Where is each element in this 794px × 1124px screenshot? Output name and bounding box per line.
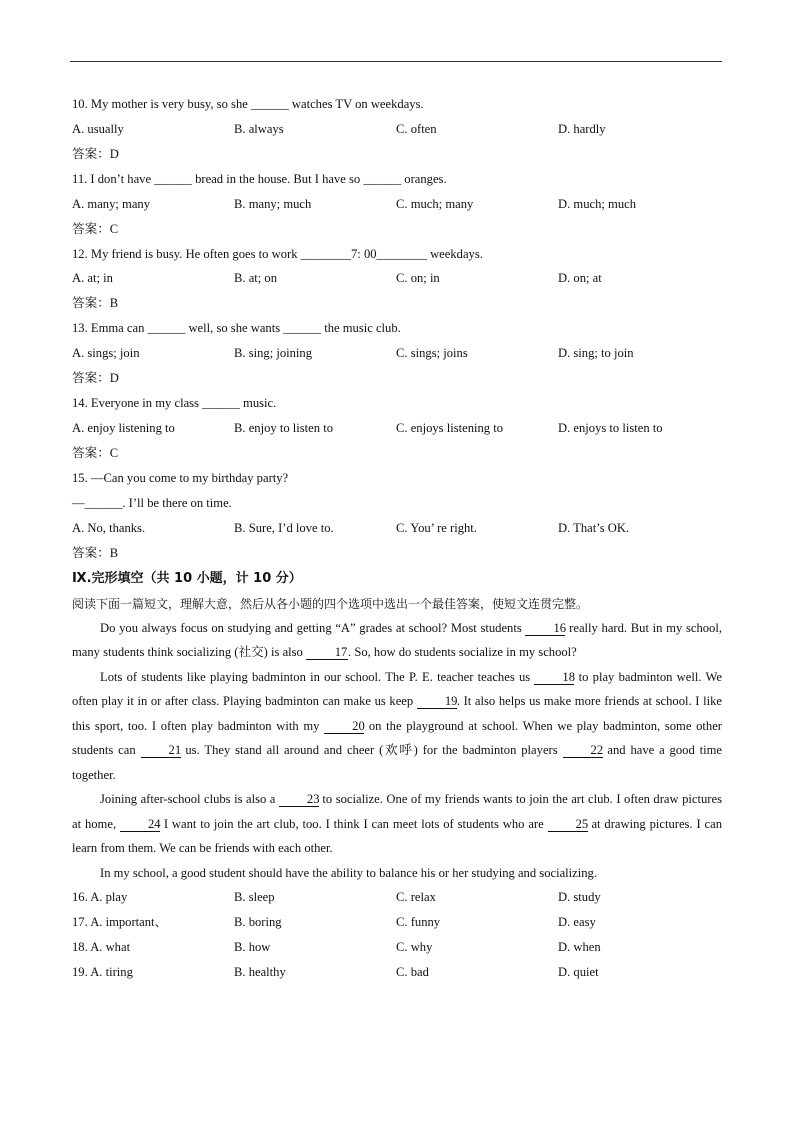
passage-paragraph-3 [72, 787, 722, 861]
passage-text: to socialize. One of my friends wants to join the art club. I often draw pictures at home, [72, 792, 722, 831]
option-b: B. sing; joining [234, 346, 313, 361]
passage-text: . So, how do students socialize in my school? [348, 645, 577, 660]
question-14-options [72, 416, 722, 441]
passage-text: to play badminton well. We often play it in or after class. Playing badminton can make us keep [72, 669, 722, 709]
blank-20: 20 [324, 719, 364, 734]
blank-23: 23 [279, 792, 319, 807]
question-15-stem-1: 15. —Can you come to my birthday party? [72, 470, 289, 485]
option-b: B. how [234, 939, 271, 954]
option-d: D. sing; to join [558, 346, 634, 361]
question-15-stem-2: —______. I’ll be there on time. [72, 495, 232, 510]
option-b: B. Sure, I’d love to. [234, 520, 334, 535]
option-c: C. bad [396, 964, 429, 979]
option-c: C. enjoys listening to [396, 421, 504, 436]
option-b: B. sleep [234, 890, 275, 905]
passage-text: Do you always focus on studying and getting “A” grades at school? Most students [100, 620, 526, 635]
option-c: C. on; in [396, 271, 440, 286]
question-15-answer: 答案：B [72, 545, 119, 560]
option-d: D. when [558, 939, 601, 954]
question-12-answer: 答案：B [72, 296, 119, 311]
option-a: 16. A. play [72, 890, 128, 905]
blank-19: 19 [417, 694, 457, 709]
blank-24: 24 [120, 817, 160, 832]
question-14-stem: 14. Everyone in my class ______ music. [72, 396, 277, 411]
page-content [72, 92, 722, 985]
option-d: D. study [558, 890, 601, 905]
passage-text: on the playground at school. When we play badminton, some other students can [72, 718, 722, 758]
blank-25: 25 [548, 817, 588, 832]
passage-paragraph-4: In my school, a good student should have the ability to balance his or her studying and socializing. [100, 865, 598, 880]
option-a: A. No, thanks. [72, 520, 146, 535]
passage-text: Lots of students like playing badminton in our school. The P. E. teacher teaches us [100, 669, 535, 684]
option-a: A. sings; join [72, 346, 140, 361]
blank-21: 21 [141, 743, 181, 758]
option-d: D. on; at [558, 271, 602, 286]
question-15-options [72, 516, 722, 541]
passage-text: at drawing pictures. I can learn from them. We can be friends with each other. [72, 816, 722, 856]
option-c: C. why [396, 939, 433, 954]
passage-paragraph-2 [72, 665, 722, 788]
passage-text: I want to join the art club, too. I think I can meet lots of students who are [159, 816, 548, 831]
passage-paragraph-1 [72, 616, 722, 665]
option-a: 18. A. what [72, 939, 131, 954]
header-rule [70, 61, 722, 62]
question-10-options [72, 117, 722, 142]
question-10-stem: 10. My mother is very busy, so she ______ watches TV on weekdays. [72, 97, 424, 111]
option-d: D. easy [558, 914, 596, 929]
option-c: C. sings; joins [396, 346, 468, 361]
blank-22: 22 [563, 743, 603, 758]
option-c: C. much; many [396, 196, 474, 211]
question-13-answer: 答案：D [72, 371, 119, 386]
option-a: A. at; in [72, 271, 113, 286]
option-b: B. enjoy to listen to [234, 421, 333, 436]
question-11-options [72, 192, 722, 217]
option-c: C. often [396, 121, 437, 136]
passage-text: really hard. But in my school, many students think socializing (社交) is also [72, 620, 723, 660]
cloze-18-options [72, 935, 722, 960]
passage-text: us. They stand all around and cheer (欢呼) for the badminton players [180, 743, 563, 758]
option-a: A. usually [72, 121, 124, 136]
passage-text: . It also helps us make more friends at school. I like this sport, too. I often play badminton with my [72, 694, 722, 733]
option-b: B. boring [234, 914, 282, 929]
question-13-stem: 13. Emma can ______ well, so she wants ______ the music club. [72, 321, 401, 336]
option-a: A. enjoy listening to [72, 421, 175, 436]
option-d: D. That’s OK. [558, 520, 630, 535]
option-d: D. quiet [558, 964, 599, 979]
option-b: B. healthy [234, 964, 286, 979]
cloze-16-options [72, 885, 722, 910]
question-10-answer: 答案：D [72, 146, 119, 161]
option-c: C. relax [396, 890, 436, 905]
blank-17: 17 [306, 645, 348, 660]
option-b: B. many; much [234, 196, 312, 211]
option-c: C. funny [396, 914, 441, 929]
cloze-17-options [72, 910, 722, 935]
option-d: D. hardly [558, 121, 606, 136]
question-11-answer: 答案：C [72, 221, 119, 236]
blank-18: 18 [534, 670, 574, 685]
section-title: Ⅸ.完形填空（共 10 小题，计 10 分） [72, 570, 302, 586]
option-a: 19. A. tiring [72, 964, 133, 979]
question-11-stem: 11. I don’t have ______ bread in the house. But I have so ______ oranges. [72, 171, 447, 186]
option-b: B. at; on [234, 271, 278, 286]
question-12-stem: 12. My friend is busy. He often goes to work ________7: 00________ weekdays. [72, 246, 483, 261]
option-b: B. always [234, 121, 284, 136]
passage-text: and have a good time together. [72, 743, 722, 782]
option-d: D. much; much [558, 196, 636, 211]
question-14-answer: 答案：C [72, 445, 119, 460]
cloze-19-options [72, 960, 722, 985]
question-13-options [72, 341, 722, 366]
option-c: C. You’ re right. [396, 520, 477, 535]
option-a: A. many; many [72, 196, 150, 211]
option-a: 17. A. important、 [72, 914, 168, 929]
question-12-options [72, 266, 722, 291]
option-d: D. enjoys to listen to [558, 421, 663, 436]
passage-text: Joining after-school clubs is also a [100, 792, 279, 807]
section-instruction: 阅读下面一篇短文，理解大意，然后从各小题的四个选项中选出一个最佳答案，使短文连贯完整。 [72, 596, 589, 611]
blank-16: 16 [525, 621, 565, 636]
